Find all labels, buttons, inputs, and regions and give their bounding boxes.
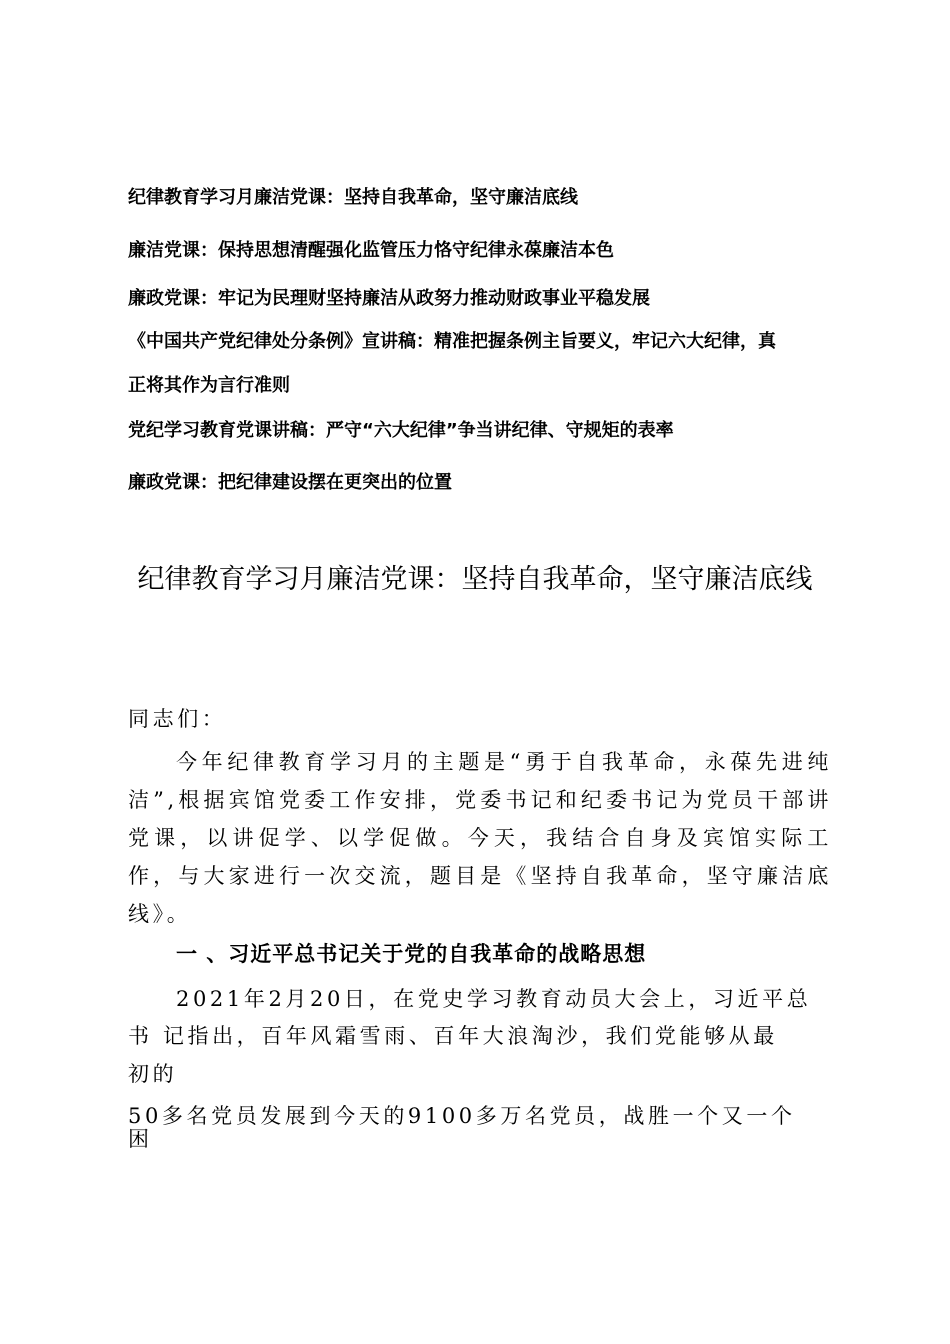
toc-item: 纪律教育学习月廉洁党课：坚持自我革命，坚守廉洁底线 — [128, 187, 578, 208]
greeting: 同志们： — [128, 707, 227, 731]
paragraph-2-line-5: 困 — [128, 1127, 153, 1151]
paragraph-2-line-2: 书 记指出，百年风霜雪雨、百年大浪淘沙，我们党能够从最 — [128, 1024, 778, 1048]
toc-item: 廉政党课：牢记为民理财坚持廉洁从政努力推动财政事业平稳发展 — [128, 288, 650, 309]
toc-item-continuation: 正将其作为言行准则 — [128, 375, 290, 396]
toc-item: 《中国共产党纪律处分条例》宣讲稿：精准把握条例主旨要义，牢记六大纪律，真 — [128, 331, 776, 352]
toc-item: 廉政党课：把纪律建设摆在更突出的位置 — [128, 472, 452, 493]
paragraph-2-line-3: 初的 — [128, 1062, 178, 1086]
section-heading-1: 一 、习近平总书记关于党的自我革命的战略思想 — [176, 942, 647, 966]
toc-item: 廉洁党课：保持思想清醒强化监管压力恪守纪律永葆廉洁本色 — [128, 240, 614, 261]
document-title: 纪律教育学习月廉洁党课：坚持自我革命，坚守廉洁底线 — [137, 564, 813, 595]
paragraph-2-line-1: 2021年2月20日，在党史学习教育动员大会上，习近平总 — [176, 987, 812, 1011]
toc-item: 党纪学习教育党课讲稿：严守“六大纪律”争当讲纪律、守规矩的表率 — [128, 420, 674, 441]
paragraph-2-line-4: 50多名党员发展到今天的9100多万名党员，战胜一个又一个 — [128, 1104, 796, 1128]
paragraph-1: 今年纪律教育学习月的主题是“勇于自我革命，永葆先进纯洁”,根据宾馆党委工作安排，党委书记和纪委书记为党员干部讲党课，以讲促学、以学促做。今天，我结合自身及宾馆实际工作，与大家进行一次交流，题目是《坚持自我革命，坚守廉洁底线》。 — [128, 750, 832, 926]
